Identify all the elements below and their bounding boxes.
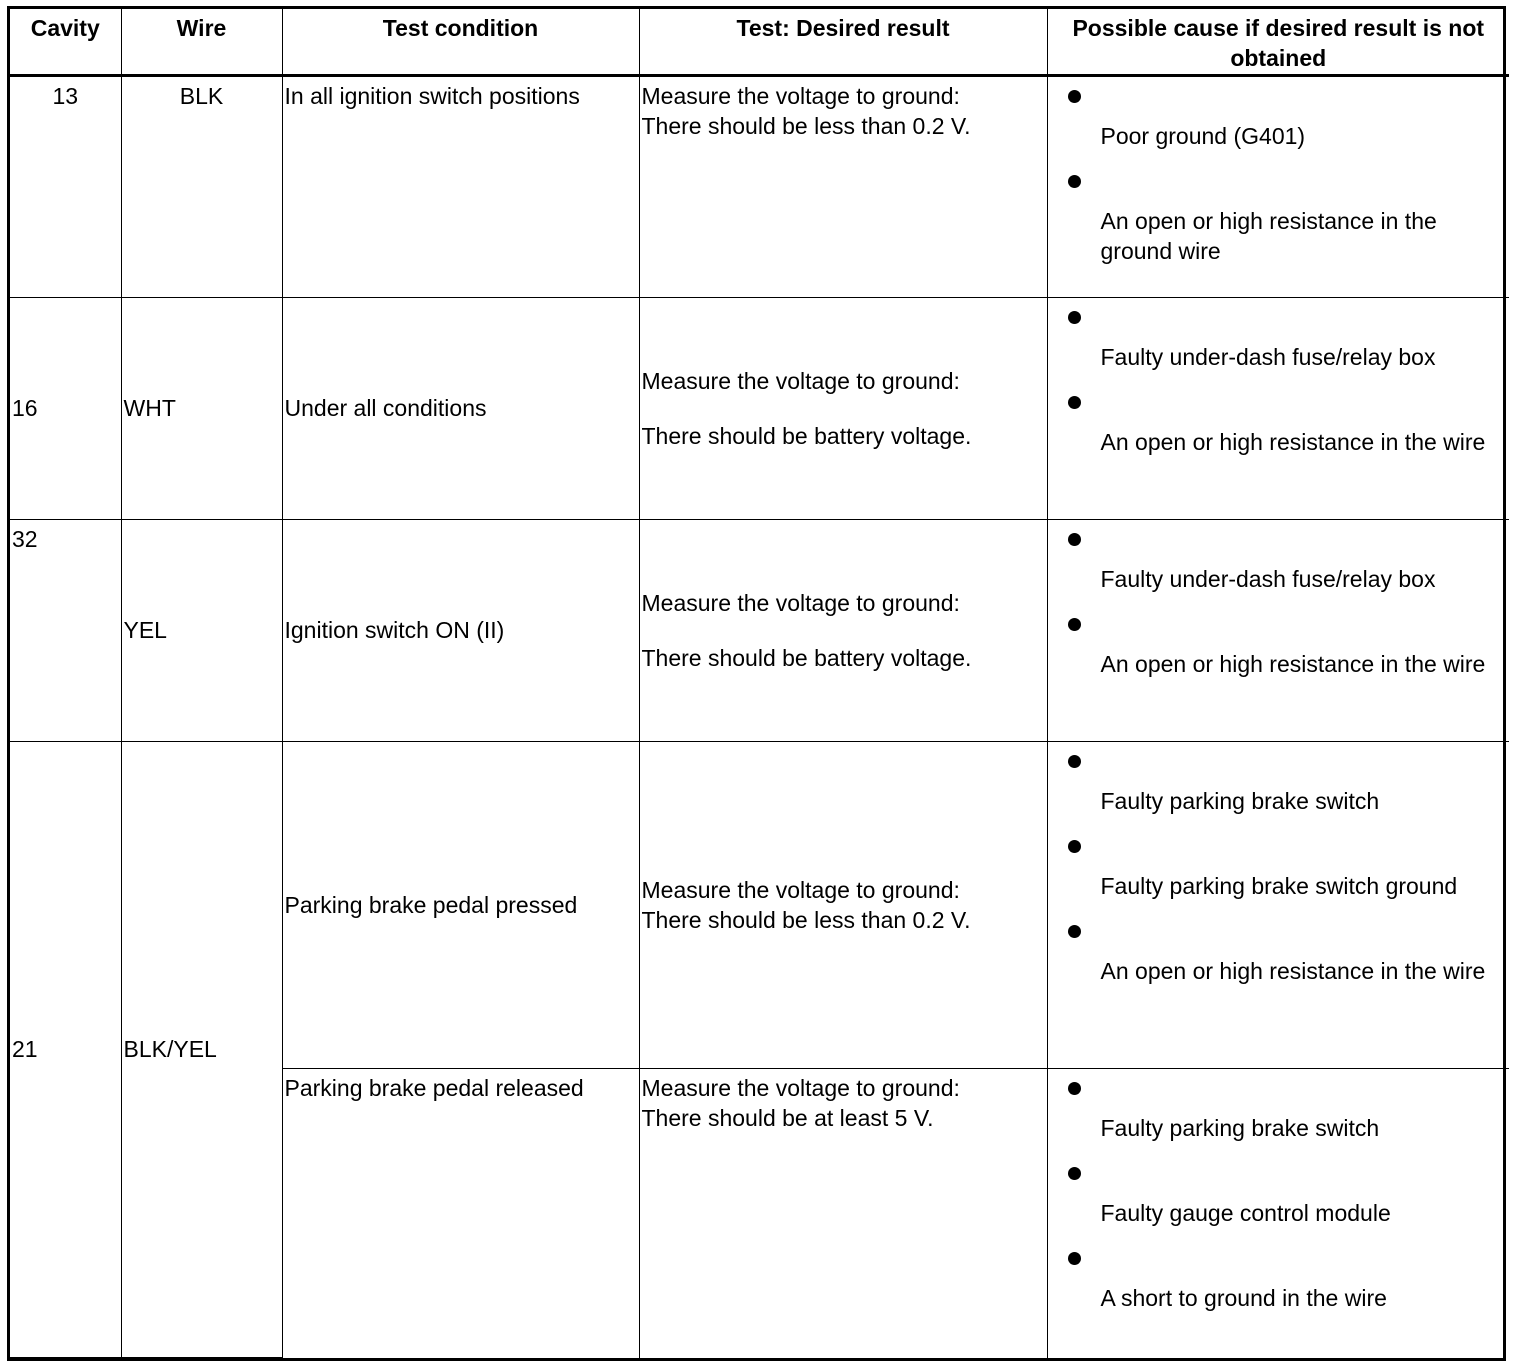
bullet-icon: [1068, 1167, 1081, 1180]
cause-text: Faulty under-dash fuse/relay box: [1100, 565, 1436, 592]
header-possible-cause: Possible cause if desired result is not obtained: [1047, 9, 1509, 75]
table-row: [10, 519, 1509, 741]
condition-cell: Under all conditions: [282, 297, 639, 519]
result-line: There should be battery voltage.: [641, 422, 972, 449]
result-line: Measure the voltage to ground:: [641, 1074, 960, 1101]
cause-cell: [1047, 297, 1509, 519]
cause-text: A short to ground in the wire: [1100, 1284, 1387, 1311]
cause-text: An open or high resistance in the wire: [1100, 650, 1486, 677]
cause-cell: [1047, 519, 1509, 741]
wire-cell: BLK: [121, 75, 282, 297]
result-line: There should be less than 0.2 V.: [641, 112, 971, 139]
bullet-icon: [1068, 533, 1081, 546]
condition-cell: Parking brake pedal released: [282, 1068, 639, 1358]
header-test-condition: Test condition: [282, 9, 639, 75]
result-line: Measure the voltage to ground:: [641, 876, 960, 903]
bullet-icon: [1068, 311, 1081, 324]
result-line: There should be less than 0.2 V.: [641, 906, 971, 933]
header-desired-result: Test: Desired result: [639, 9, 1047, 75]
cause-list: [1050, 81, 1508, 266]
cause-text: An open or high resistance in the wire: [1100, 428, 1486, 455]
result-line: Measure the voltage to ground:: [641, 367, 960, 394]
cause-item: [1050, 387, 1508, 457]
cause-item: [1050, 916, 1508, 986]
cause-list: [1050, 746, 1508, 986]
cause-item: [1050, 302, 1508, 387]
wire-cell: YEL: [121, 519, 282, 741]
cause-item: [1050, 1073, 1508, 1158]
cause-cell: [1047, 741, 1509, 1068]
wire-cell: WHT: [121, 297, 282, 519]
cavity-cell: 21: [10, 741, 121, 1358]
bullet-icon: [1068, 618, 1081, 631]
cause-cell: [1047, 75, 1509, 297]
cavity-cell: 16: [10, 297, 121, 519]
cause-text: An open or high resistance in the ground wire: [1100, 207, 1437, 264]
result-line: There should be battery voltage.: [641, 644, 972, 671]
result-line: There should be at least 5 V.: [641, 1104, 934, 1131]
wire-cell: BLK/YEL: [121, 741, 282, 1358]
cause-text: Faulty under-dash fuse/relay box: [1100, 343, 1436, 370]
cause-item: [1050, 524, 1508, 609]
cause-item: [1050, 831, 1508, 916]
cause-list: [1050, 302, 1508, 457]
cause-item: [1050, 81, 1508, 166]
result-cell: [639, 297, 1047, 519]
cavity-cell: 32: [10, 519, 121, 741]
cause-list: [1050, 1073, 1508, 1313]
condition-cell: Ignition switch ON (II): [282, 519, 639, 741]
result-cell: [639, 741, 1047, 1068]
header-row: [10, 9, 1509, 75]
cause-text: Faulty parking brake switch ground: [1100, 872, 1458, 899]
bullet-icon: [1068, 1082, 1081, 1095]
cause-text: Poor ground (G401): [1100, 122, 1306, 149]
bullet-icon: [1068, 396, 1081, 409]
header-cavity: Cavity: [10, 9, 121, 75]
bullet-icon: [1068, 90, 1081, 103]
condition-cell: In all ignition switch positions: [282, 75, 639, 297]
cause-text: Faulty parking brake switch: [1100, 787, 1380, 814]
cause-item: [1050, 609, 1508, 679]
result-cell: [639, 75, 1047, 297]
table-row: [10, 297, 1509, 519]
table-row: [10, 741, 1509, 1068]
result-line: Measure the voltage to ground:: [641, 589, 960, 616]
cause-item: [1050, 166, 1508, 266]
bullet-icon: [1068, 175, 1081, 188]
cause-cell: [1047, 1068, 1509, 1358]
troubleshooting-table-frame: [7, 6, 1506, 1361]
cause-item: [1050, 1243, 1508, 1313]
cause-list: [1050, 524, 1508, 679]
bullet-icon: [1068, 840, 1081, 853]
troubleshooting-table: [10, 9, 1509, 1358]
header-wire: Wire: [121, 9, 282, 75]
table-row: [10, 75, 1509, 297]
cause-item: [1050, 746, 1508, 831]
cause-text: Faulty gauge control module: [1100, 1199, 1391, 1226]
condition-cell: Parking brake pedal pressed: [282, 741, 639, 1068]
cause-text: An open or high resistance in the wire: [1100, 957, 1486, 984]
bullet-icon: [1068, 1252, 1081, 1265]
cause-text: Faulty parking brake switch: [1100, 1114, 1380, 1141]
result-line: Measure the voltage to ground:: [641, 82, 960, 109]
bullet-icon: [1068, 755, 1081, 768]
result-cell: [639, 1068, 1047, 1358]
cause-item: [1050, 1158, 1508, 1243]
cavity-cell: 13: [10, 75, 121, 297]
bullet-icon: [1068, 925, 1081, 938]
result-cell: [639, 519, 1047, 741]
